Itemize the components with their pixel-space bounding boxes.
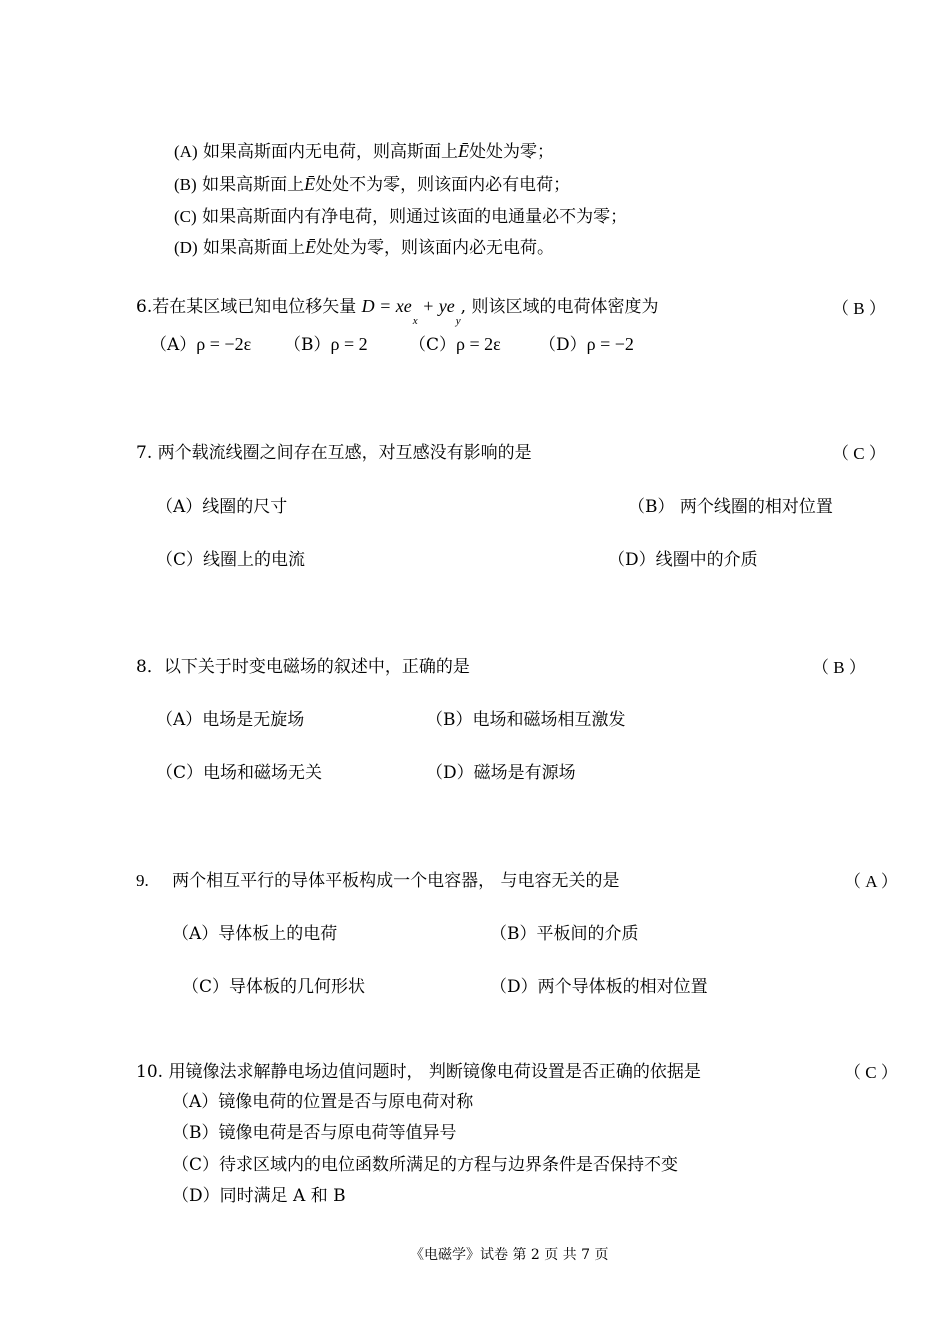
q6-option-c-label: （C） [409, 335, 457, 355]
q6-option-c-value: ρ = 2ε [456, 334, 501, 354]
q9-answer: （ A ） [844, 872, 898, 891]
q8-stem: 8．以下关于时变电磁场的叙述中，正确的是 [136, 657, 470, 677]
q5-option-a [174, 137, 554, 162]
q6-option-a-value: ρ = −2ε [196, 334, 252, 354]
q10-option-d: （D）同时满足 A 和 B [172, 1186, 346, 1206]
q10-answer: （ C ） [844, 1063, 898, 1082]
q7-answer: （ C ） [832, 444, 886, 463]
q10-option-b: （B）镜像电荷是否与原电荷等值异号 [172, 1123, 457, 1143]
q8-option-d: （D）磁场是有源场 [426, 763, 576, 783]
q9-option-b: （B）平板间的介质 [490, 924, 639, 944]
q6-formula-part2: + ye [417, 296, 455, 316]
q5-option-a-text-before: 如果高斯面内无电荷，则高斯面上 [203, 142, 459, 162]
q5-option-c-text-before: 如果高斯面内有净电荷，则通过该面的电通量必不为零； [202, 207, 628, 227]
q5-option-d-label: (D) [174, 238, 198, 257]
q9-number: 9. [136, 871, 149, 890]
q6-option-b [284, 330, 368, 355]
q6-option-a-label: （A） [150, 335, 197, 355]
q6-formula-sub-x: x [412, 315, 418, 327]
q6-option-a [150, 330, 251, 355]
q8-answer: （ B ） [812, 658, 866, 677]
q6-stem-before: 若在某区域已知电位移矢量 [152, 297, 357, 317]
q7-option-b: （B） 两个线圈的相对位置 [628, 497, 833, 517]
q5-option-b-label: (B) [174, 175, 197, 194]
q6-number: 6. [136, 297, 153, 317]
q8-option-a: （A）电场是无旋场 [156, 710, 305, 730]
q6-option-b-label: （B） [284, 335, 331, 355]
q6-formula-sub-y: y [455, 315, 461, 327]
q6-formula-part1: D = xe [361, 296, 412, 316]
q5-option-a-label: (A) [174, 142, 198, 161]
q10-option-a: （A）镜像电荷的位置是否与原电荷对称 [172, 1092, 474, 1112]
q8-option-b: （B）电场和磁场相互激发 [426, 710, 626, 730]
q9-option-c: （C）导体板的几何形状 [182, 977, 366, 997]
q5-option-d-text-before: 如果高斯面上 [203, 238, 306, 258]
q5-option-d-text-after: 处处为零，则该面内必无电荷。 [316, 238, 555, 258]
q6-option-d-value: ρ = −2 [586, 334, 634, 354]
q5-option-a-text-after: 处处为零； [469, 142, 555, 162]
q5-option-a-symbol: Ē [458, 141, 470, 161]
q7-stem: 7. 两个载流线圈之间存在互感，对互感没有影响的是 [136, 443, 532, 463]
q10-option-c: （C）待求区域内的电位函数所满足的方程与边界条件是否保持不变 [172, 1155, 679, 1175]
q6-stem [136, 292, 659, 327]
q6-option-c [409, 330, 501, 355]
q6-option-d-label: （D） [539, 335, 587, 355]
q5-option-b [174, 170, 570, 195]
q5-option-c-label: (C) [174, 207, 197, 226]
q6-answer: （ B ） [832, 299, 886, 318]
q9-stem-line [136, 866, 620, 891]
q7-option-c: （C）线圈上的电流 [156, 550, 306, 570]
q9-option-d: （D）两个导体板的相对位置 [490, 977, 708, 997]
q5-option-b-text-before: 如果高斯面上 [202, 175, 305, 195]
page-footer: 《电磁学》试卷 第 2 页 共 7 页 [410, 1247, 609, 1263]
q8-option-c: （C）电场和磁场无关 [156, 763, 323, 783]
q6-stem-after: , 则该区域的电荷体密度为 [460, 297, 659, 317]
q10-stem: 10. 用镜像法求解静电场边值问题时， 判断镜像电荷设置是否正确的依据是 [136, 1062, 701, 1082]
q5-option-d-symbol: Ē [305, 237, 317, 257]
q7-option-d: （D）线圈中的介质 [608, 550, 758, 570]
q9-stem: 两个相互平行的导体平板构成一个电容器， 与电容无关的是 [172, 871, 620, 891]
q9-option-a: （A）导体板上的电荷 [172, 924, 338, 944]
q5-option-b-text-after: 处处不为零，则该面内必有电荷； [315, 175, 571, 195]
q5-option-d [174, 233, 554, 258]
q6-option-b-value: ρ = 2 [330, 334, 368, 354]
q5-option-b-symbol: Ē [304, 174, 316, 194]
q5-option-c [174, 202, 627, 227]
q7-option-a: （A）线圈的尺寸 [156, 497, 288, 517]
q6-option-d [539, 330, 634, 355]
